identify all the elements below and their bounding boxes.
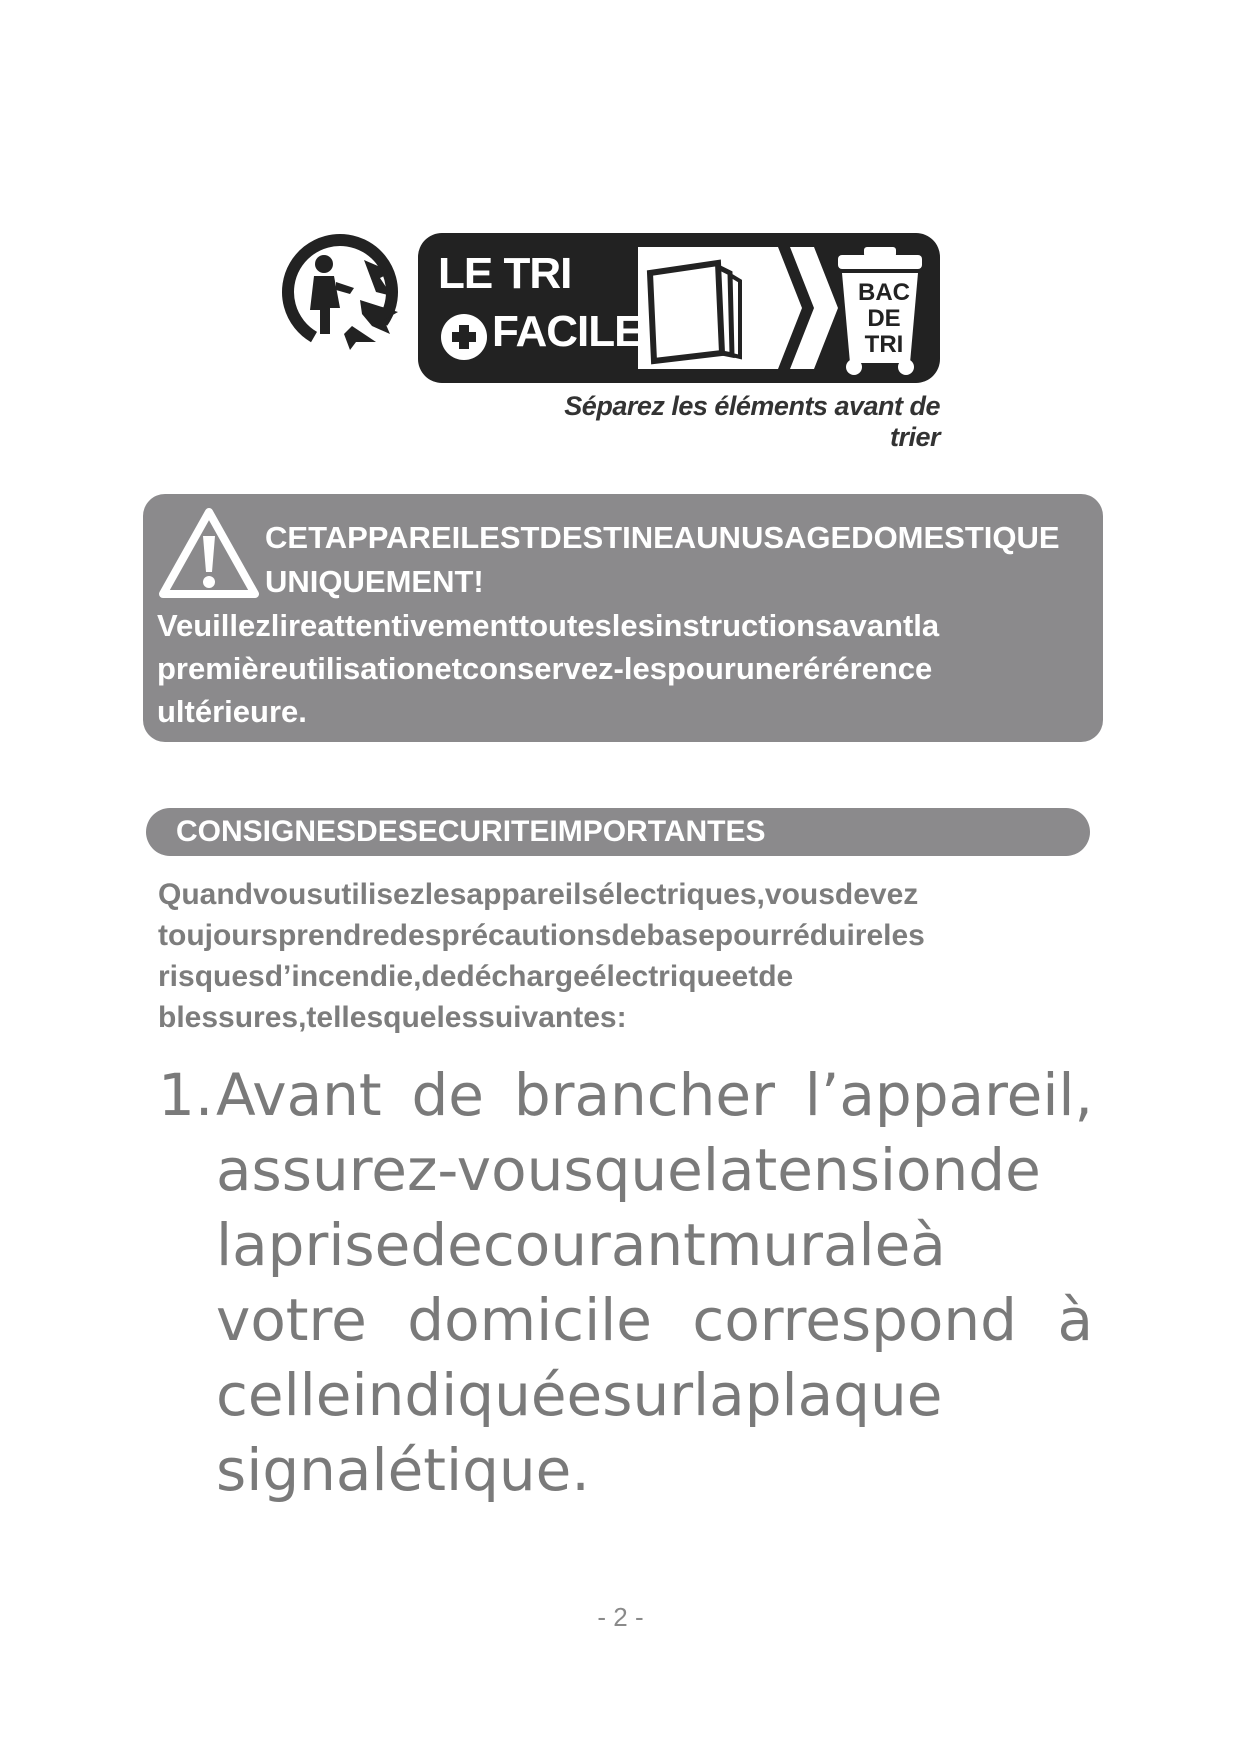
warning-title — [265, 516, 1085, 604]
warning-triangle-icon — [157, 506, 261, 602]
bin-label-line: TRI — [864, 331, 904, 358]
bin-label-line: BAC — [858, 279, 910, 306]
bin-label — [842, 280, 926, 358]
page-number: - 2 - — [597, 1602, 644, 1632]
warning-body — [157, 604, 1087, 733]
warning-body-line: ultérieure. — [157, 694, 307, 729]
logo-caption: Séparez les éléments avant de trier — [564, 391, 940, 452]
intro-line: risquesd’incendie,dedéchargeélectriqueetde — [158, 960, 794, 993]
item-line: votre domicile correspond à — [216, 1286, 1093, 1354]
warning-title-line: CETAPPAREILESTDESTINEAUNUSAGEDOMESTIQUE — [265, 520, 1060, 555]
triman-logo — [280, 228, 940, 452]
bin-label-line: DE — [867, 305, 901, 332]
item-line: assurez-vousquelatensionde — [216, 1136, 1041, 1204]
intro-line: toujoursprendredesprécautionsdebasepourréduireles — [158, 919, 925, 952]
band-line1: LE TRI — [438, 249, 572, 298]
section-title: CONSIGNESDESECURITEIMPORTANTES — [176, 815, 766, 848]
intro-line: Quandvousutilisezlesappareilsélectriques,vousdevez — [158, 878, 919, 911]
warning-body-line: Veuillezlireattentivementtouteslesinstructionsavantla — [157, 608, 940, 643]
item-line: celleindiquéesurlaplaque — [216, 1361, 943, 1429]
band-line2: FACILE — [492, 307, 643, 356]
item-number: 1. — [158, 1061, 214, 1129]
item-line: signalétique. — [216, 1436, 590, 1504]
item-line: laprisedecourantmuraleà — [216, 1211, 946, 1279]
intro-paragraph — [158, 874, 1058, 1038]
section-header — [146, 808, 1090, 856]
warning-body-line: premièreutilisationetconservez-lespourunerérérence — [157, 651, 933, 686]
triman-recycling-icon — [280, 230, 406, 356]
intro-line: blessures,tellesquelessuivantes: — [158, 1001, 627, 1034]
item-text — [216, 1058, 1093, 1508]
warning-title-line: UNIQUEMENT! — [265, 564, 484, 599]
item-line: Avant de brancher l’appareil, — [216, 1061, 1093, 1129]
warning-box — [143, 494, 1103, 742]
